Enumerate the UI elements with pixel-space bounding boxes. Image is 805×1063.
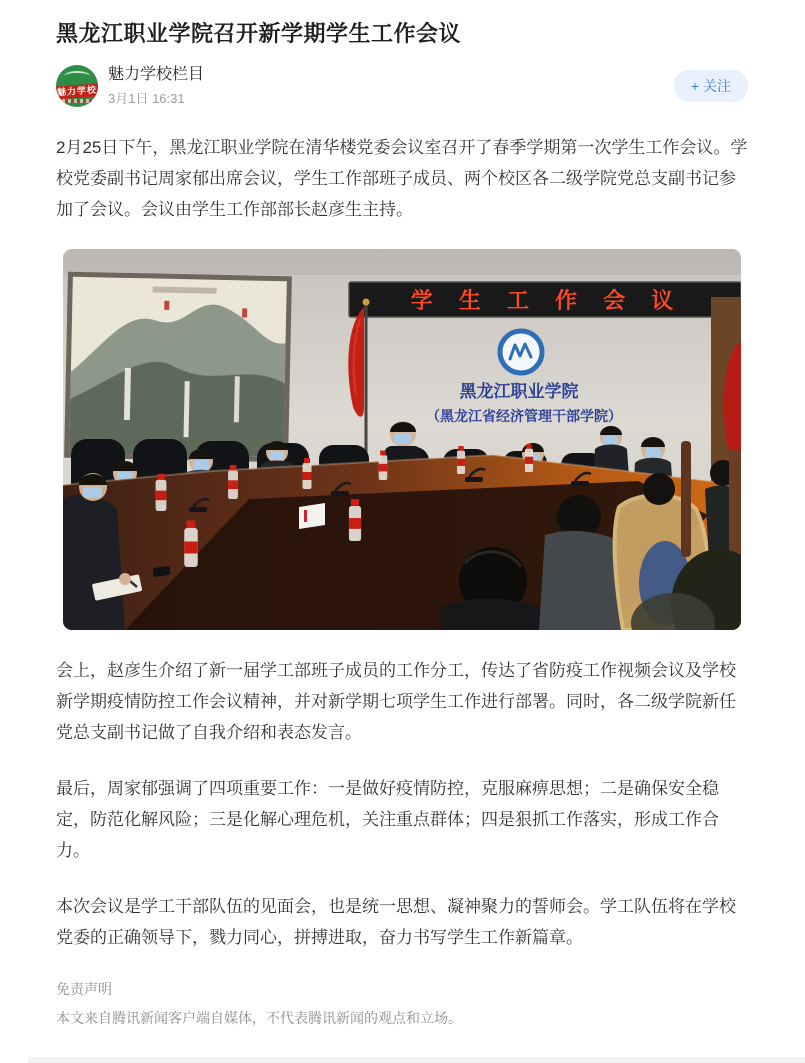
paragraph-2: 会上，赵彦生介绍了新一届学工部班子成员的工作分工，传达了省防疫工作视频会议及学校新学期疫情防控工作会议精神，并对新学期七项学生工作进行部署。同时，各二级学院新任党总支副书记做了自我介绍和表态发言。 xyxy=(56,660,736,742)
disclaimer-label: 免责声明 xyxy=(56,980,112,997)
avatar[interactable] xyxy=(56,65,98,107)
article-photo[interactable] xyxy=(63,249,741,630)
org-name-line1: 黑龙江职业学院 xyxy=(459,381,579,401)
author-meta xyxy=(108,65,204,107)
paragraph-3: 最后，周家郁强调了四项重要工作：一是做好疫情防控，克服麻痹思想；二是确保安全稳定，防范化解风险；三是化解心理危机，关注重点群体；四是狠抓工作落实，形成工作合力。 xyxy=(56,778,719,860)
avatar-text: 魅力学校 xyxy=(56,84,98,97)
paragraph-4: 本次会议是学工干部队伍的见面会，也是统一思想、凝神聚力的誓师会。学工队伍将在学校党委的正确领导下，戮力同心，拼搏进取，奋力书写学生工作新篇章。 xyxy=(56,896,736,947)
landscape-painting xyxy=(64,271,292,462)
conference-room-illustration xyxy=(63,249,741,630)
avatar-decoration xyxy=(64,71,90,81)
follow-button[interactable]: + 关注 xyxy=(674,70,748,102)
avatar-band xyxy=(56,83,98,99)
page-title: 黑龙江职业学院召开新学期学生工作会议 xyxy=(56,21,462,46)
article-page xyxy=(56,0,748,1028)
banner-text: 学 生 工 作 会 议 xyxy=(410,287,684,313)
author-row xyxy=(56,65,748,107)
next-section-divider xyxy=(28,1057,805,1063)
author-name[interactable]: 魅力学校栏目 xyxy=(108,65,205,83)
disclaimer-text: 本文来自腾讯新闻客户端自媒体，不代表腾讯新闻的观点和立场。 xyxy=(56,1009,462,1026)
name-card xyxy=(299,503,325,529)
org-name-line2: （黑龙江省经济管理干部学院） xyxy=(426,407,622,424)
disclaimer xyxy=(56,979,748,1028)
publish-datetime: 3月1日 16:31 xyxy=(108,90,185,106)
led-banner xyxy=(349,282,741,317)
avatar-subline xyxy=(56,99,98,103)
college-logo xyxy=(500,331,542,373)
article-body xyxy=(56,132,748,953)
paragraph-1: 2月25日下午，黑龙江职业学院在清华楼党委会议室召开了春季学期第一次学生工作会议。学校党委副书记周家郁出席会议，学生工作部班子成员、两个校区各二级学院党总支副书记参加了会议。会议由学生工作部部长赵彦生主持。 xyxy=(56,137,748,219)
ceiling-shadow xyxy=(63,249,741,275)
